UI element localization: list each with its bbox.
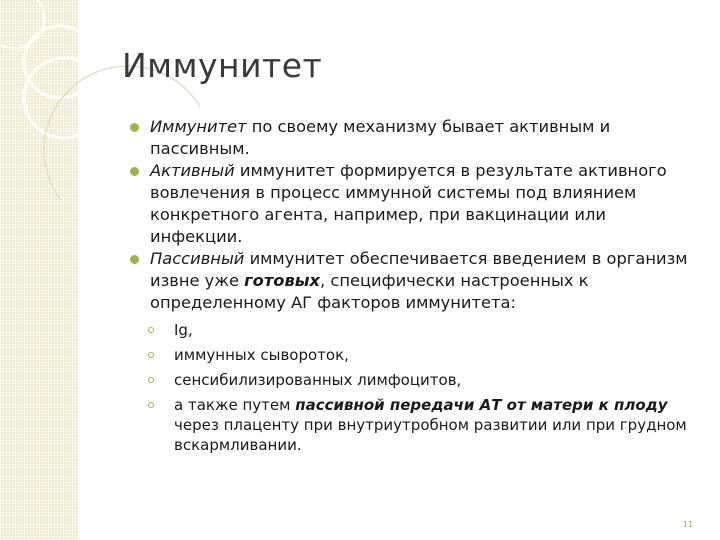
text-run: иммунных сывороток, — [174, 346, 349, 364]
sub-bullet-item — [130, 320, 700, 340]
text-run: Иммунитет — [150, 117, 247, 136]
text-run: Активный — [150, 161, 235, 180]
text-run: иммунитет обеспечивается введением в организм извне уже — [150, 249, 688, 290]
text-run: готовых — [244, 271, 321, 290]
text-run: Пассивный — [150, 249, 245, 268]
text-run: пассивной передачи АТ от матери к плоду — [295, 396, 668, 414]
text-run: через плаценту при внутриутробном развитии или при грудном вскармливании. — [174, 416, 687, 454]
text-run: сенсибилизированных лимфоцитов, — [174, 371, 462, 389]
page-number: 11 — [682, 520, 693, 529]
text-run: иммунитет формируется в результате активного вовлечения в процесс иммунной системы под влиянием конкретного агента, например, при вакцинации или инфекции. — [150, 161, 667, 246]
text-run: , специфически настроенных к определенному АГ факторов иммунитета: — [150, 271, 589, 312]
sub-list — [130, 320, 700, 455]
bullet-dot-icon — [130, 167, 139, 176]
bullet-item — [130, 116, 700, 160]
slide-content — [130, 116, 700, 460]
text-run: Ig, — [174, 321, 193, 339]
text-run: по своему механизму бывает активным и пассивным. — [150, 117, 611, 158]
bullet-dot-icon — [130, 255, 139, 264]
bullet-dot-icon — [130, 123, 139, 132]
slide-title: Иммунитет — [122, 46, 323, 85]
sub-bullet-circle-icon — [148, 327, 154, 333]
text-run: а также путем — [174, 396, 296, 414]
sub-bullet-item — [130, 370, 700, 390]
bullet-item — [130, 160, 700, 248]
sub-bullet-circle-icon — [148, 352, 154, 358]
sub-bullet-item — [130, 345, 700, 365]
sub-bullet-item — [130, 395, 700, 455]
sub-bullet-circle-icon — [148, 402, 154, 408]
sub-bullet-circle-icon — [148, 377, 154, 383]
bullet-item — [130, 248, 700, 314]
